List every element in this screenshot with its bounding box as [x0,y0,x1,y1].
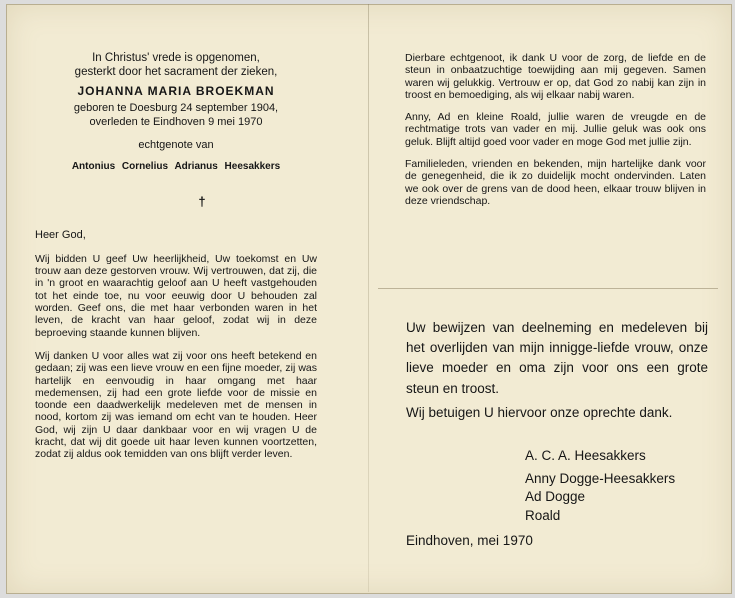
right-panel [405,52,706,207]
message-paragraph-2: Anny, Ad en kleine Roald, jullie waren de vreugde en de rechtmatige trots van vader en mij. Jullie geluk was ook ons geluk. Blijft altijd goed voor vader en moge God met jullie zijn. [405,111,706,148]
life-dates [35,102,317,129]
prayer-paragraph-2: Wij danken U voor alles wat zij voor ons heeft betekend en gedaan; zij was een lieve vrouw en een fijne moeder, zij was hartelijk en eenvoudig in haar omgang met haar medemensen, zij had een grote liefde voor de missie en toonde een daadwerkelijk medeleven met de mensen in nood, kortom zij was iemand om echt van te houden. Heer God, wij zijn U daar dankbaar voor en wij vragen U de kracht, dat wij dit goede uit haar leven kunnen voortzetten, zodat zij aldus ook temidden van ons blijft verder leven. [35,349,317,461]
card-fold [368,4,369,592]
thanks-section [406,318,708,423]
message-paragraph-1: Dierbare echtgenoot, ik dank U voor de zorg, de liefde en de steun in onbaatzuchtige toewijding aan mij gegeven. Samen waren wij gelukkig. Vertrouw er op, dat God zo nabij kan zijn in troost en bemoediging, als wij elkaar nabij waren. [405,52,706,101]
intro-line-1: In Christus' vrede is opgenomen, [92,52,260,64]
thanks-paragraph-1: Uw bewijzen van deelneming en medeleven bij het overlijden van mijn innigge-liefde vrouw, onze lieve moeder en oma zijn voor ons een grote steun en troost. [406,320,708,396]
thanks-paragraph-2: Wij betuigen U hiervoor onze oprechte dank. [406,404,673,420]
death-line: overleden te Eindhoven 9 mei 1970 [89,116,263,129]
cross-icon: † [198,194,206,210]
left-panel [35,52,317,461]
signers [525,447,675,525]
section-divider [378,288,718,289]
deceased-name: JOHANNA MARIA BROEKMAN [77,84,275,99]
birth-line: geboren te Doesburg 24 september 1904, [73,102,279,115]
intro-line-2: gesterkt door het sacrament der zieken, [74,65,278,78]
message-paragraph-3: Familieleden, vrienden en bekenden, mijn hartelijke dank voor de genegenheid, die ik zo duidelijk mocht ondervinden. Laten we ook over de grens van de dood heen, elkaar trouw blijven in deze vriendschap. [405,158,706,207]
signer-1: A. C. A. Heesakkers [525,448,646,463]
signer-2: Anny Dogge-Heesakkers [525,470,676,486]
prayer-salutation: Heer God, [35,228,86,241]
signer-3: Ad Dogge [525,489,586,504]
prayer-paragraph-1: Wij bidden U geef Uw heerlijkheid, Uw toekomst en Uw trouw aan deze gestorven vrouw. Wij vertrouwen, dat zij, die in 'n groot en waarachtig geloof aan U heeft vastgehouden tot het einde toe, nu voor eeuwig door U behouden zal worden. Geef ons, die met haar verbonden waren in het leven, de kracht van haar geloof, zodat wij in deze beproeving staande kunnen blijven. [35,252,317,339]
spouse-name: Antonius Cornelius Adrianus Heesakkers [71,160,281,172]
place-date: Eindhoven, mei 1970 [406,533,533,548]
spouse-of-label: echtgenote van [138,138,214,151]
signer-4: Roald [525,507,561,523]
intro [35,52,317,79]
